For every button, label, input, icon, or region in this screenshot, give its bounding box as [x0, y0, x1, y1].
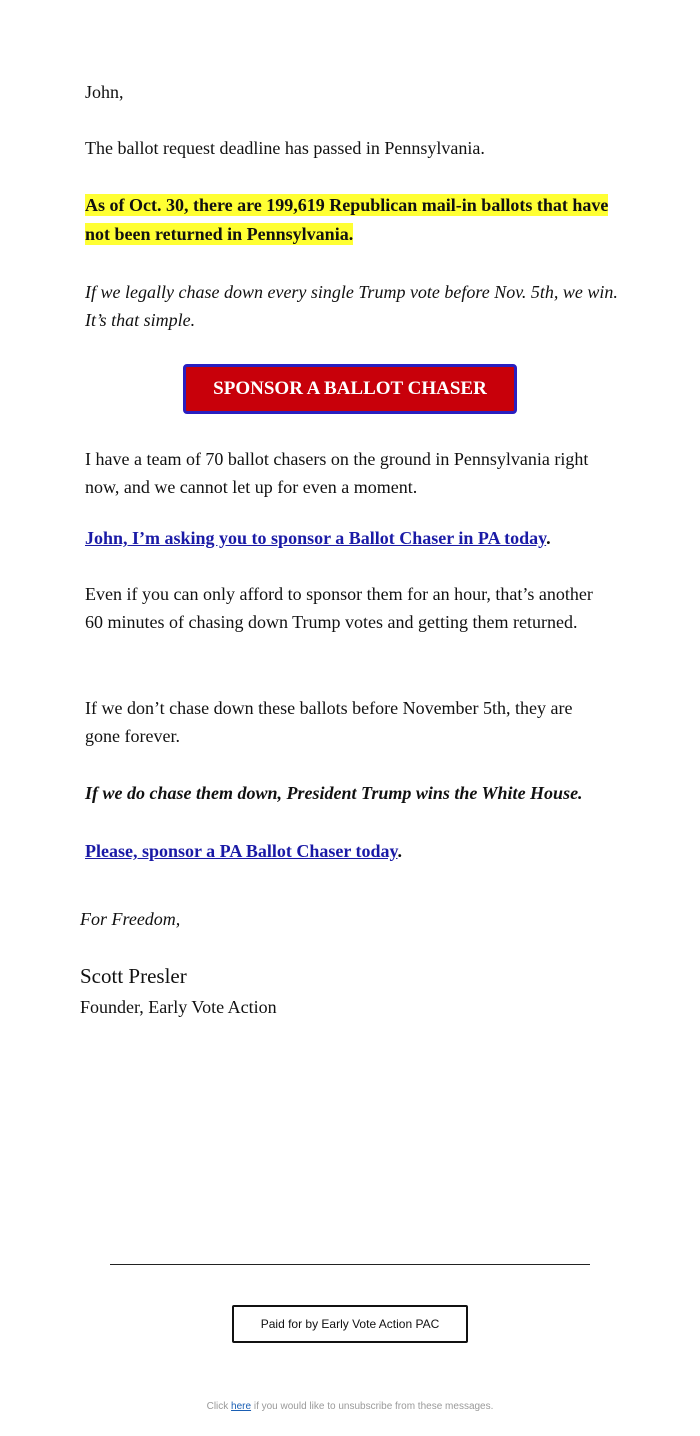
- link-period: .: [397, 841, 403, 861]
- greeting: John,: [85, 82, 124, 102]
- unsubscribe-link[interactable]: here: [231, 1401, 252, 1412]
- chase-paragraph: If we don’t chase down these ballots before November 5th, they are gone forever.: [85, 698, 573, 746]
- white-house-paragraph: If we do chase them down, President Trump wins the White House.: [85, 783, 583, 803]
- unsubscribe-suffix: if you would like to unsubscribe from these messages.: [251, 1401, 494, 1412]
- footer-divider: [110, 1264, 590, 1265]
- sponsor-ballot-chaser-button[interactable]: SPONSOR A BALLOT CHASER: [183, 364, 517, 414]
- team-paragraph: I have a team of 70 ballot chasers on the ground in Pennsylvania right now, and we cannot let up for even a moment.: [85, 449, 589, 497]
- paid-for-disclaimer: Paid for by Early Vote Action PAC: [232, 1305, 468, 1343]
- afford-paragraph: Even if you can only afford to sponsor them for an hour, that’s another 60 minutes of chasing down Trump votes and getting them returned.: [85, 584, 593, 632]
- sponsor-pa-ballot-chaser-link[interactable]: Please, sponsor a PA Ballot Chaser today: [85, 841, 398, 861]
- unsubscribe-prefix: Click: [206, 1401, 232, 1412]
- sponsor-ballot-chaser-link[interactable]: John, I’m asking you to sponsor a Ballot Chaser in PA today: [85, 528, 547, 548]
- pa-sponsor-link-paragraph: [85, 837, 625, 865]
- unsubscribe-line: [0, 1401, 700, 1412]
- signature-title: Founder, Early Vote Action: [80, 997, 277, 1017]
- signature-name: Scott Presler: [80, 964, 187, 988]
- highlighted-text: As of Oct. 30, there are 199,619 Republican mail-in ballots that have not been returned in Pennsylvania.: [85, 195, 609, 244]
- highlight-paragraph: [85, 191, 625, 249]
- cta-container: [183, 364, 517, 414]
- sponsor-link-paragraph: [85, 524, 625, 552]
- deadline-paragraph: The ballot request deadline has passed in Pennsylvania.: [85, 138, 485, 158]
- italic-paragraph: If we legally chase down every single Trump vote before Nov. 5th, we win. It’s that simple.: [85, 282, 618, 330]
- signoff: For Freedom,: [80, 909, 181, 929]
- link-period: .: [546, 528, 551, 548]
